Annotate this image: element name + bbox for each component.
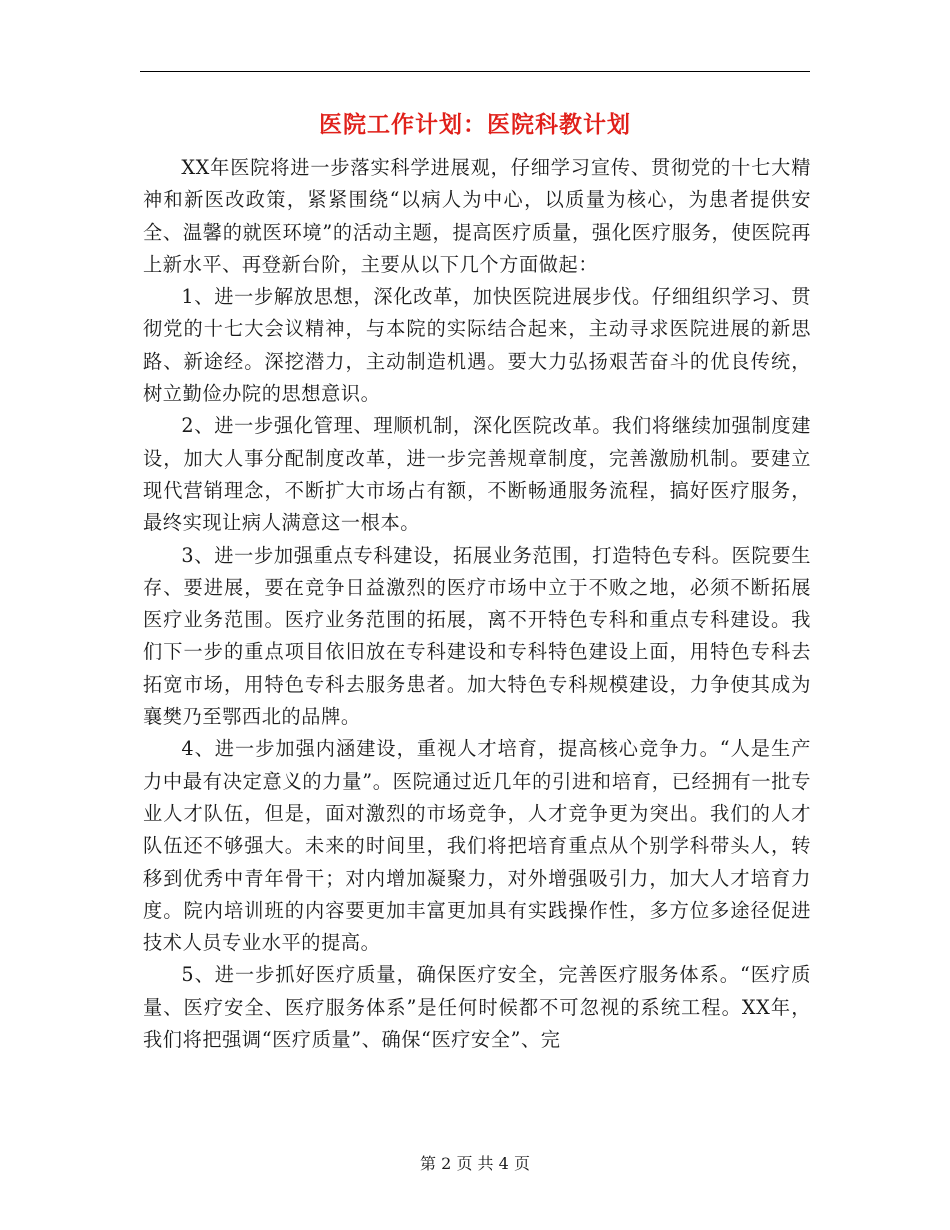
footer-total-pages: 4: [498, 1154, 509, 1173]
body-paragraph: 1、进一步解放思想，深化改革，加快医院进展步伐。仔细组织学习、贯彻党的十七大会议精神，与本院的实际结合起来，主动寻求医院进展的新思路、新途经。深挖潜力，主动制造机遇。要大力弘扬艰苦奋斗的优良传统，树立勤俭办院的思想意识。: [143, 285, 811, 406]
body-paragraph: 5、进一步抓好医疗质量，确保医疗安全，完善医疗服务体系。“医疗质量、医疗安全、医疗服务体系”是任何时候都不可忽视的系统工程。XX年，我们将把强调“医疗质量”、确保“医疗安全”、完: [143, 963, 811, 1052]
body-paragraph: XX年医院将进一步落实科学进展观，仔细学习宣传、贯彻党的十七大精神和新医改政策，紧紧围绕“以病人为中心，以质量为核心，为患者提供安全、温馨的就医环境”的活动主题，提高医疗质量，强化医疗服务，使医院再上新水平、再登新台阶，主要从以下几个方面做起：: [143, 156, 811, 276]
document-title: 医院工作计划：医院科教计划: [319, 111, 631, 138]
header-rule: [140, 71, 810, 72]
body-paragraph: 4、进一步加强内涵建设，重视人才培育，提高核心竞争力。“人是生产力中最有决定意义的力量”。医院通过近几年的引进和培育，已经拥有一批专业人才队伍，但是，面对激烈的市场竞争，人才竞争更为突出。我们的人才队伍还不够强大。未来的时间里，我们将把培育重点从个别学科带头人，转移到优秀中青年骨干；对内增加凝聚力，对外增强吸引力，加大人才培育力度。院内培训班的内容要更加丰富更加具有实践操作性，多方位多途径促进技术人员专业水平的提高。: [143, 737, 811, 955]
footer-page-unit: 页: [456, 1154, 473, 1173]
footer-current-page: 2: [441, 1154, 452, 1173]
footer-total-label: 共: [477, 1154, 494, 1173]
footer-total-unit: 页: [513, 1154, 530, 1173]
body-paragraph: 2、进一步强化管理、理顺机制，深化医院改革。我们将继续加强制度建设，加大人事分配制度改革，进一步完善规章制度，完善激励机制。要建立现代营销理念，不断扩大市场占有额，不断畅通服务流程，搞好医疗服务，最终实现让病人满意这一根本。: [143, 414, 811, 535]
footer-page-label: 第: [420, 1154, 437, 1173]
document-body: [143, 152, 811, 1056]
page-footer: [0, 1152, 950, 1176]
body-paragraph: 3、进一步加强重点专科建设，拓展业务范围，打造特色专科。医院要生存、要进展，要在竞争日益激烈的医疗市场中立于不败之地，必须不断拓展医疗业务范围。医疗业务范围的拓展，离不开特色专科和重点专科建设。我们下一步的重点项目依旧放在专科建设和专科特色建设上面，用特色专科去拓宽市场，用特色专科去服务患者。加大特色专科规模建设，力争使其成为襄樊乃至鄂西北的品牌。: [143, 543, 811, 729]
